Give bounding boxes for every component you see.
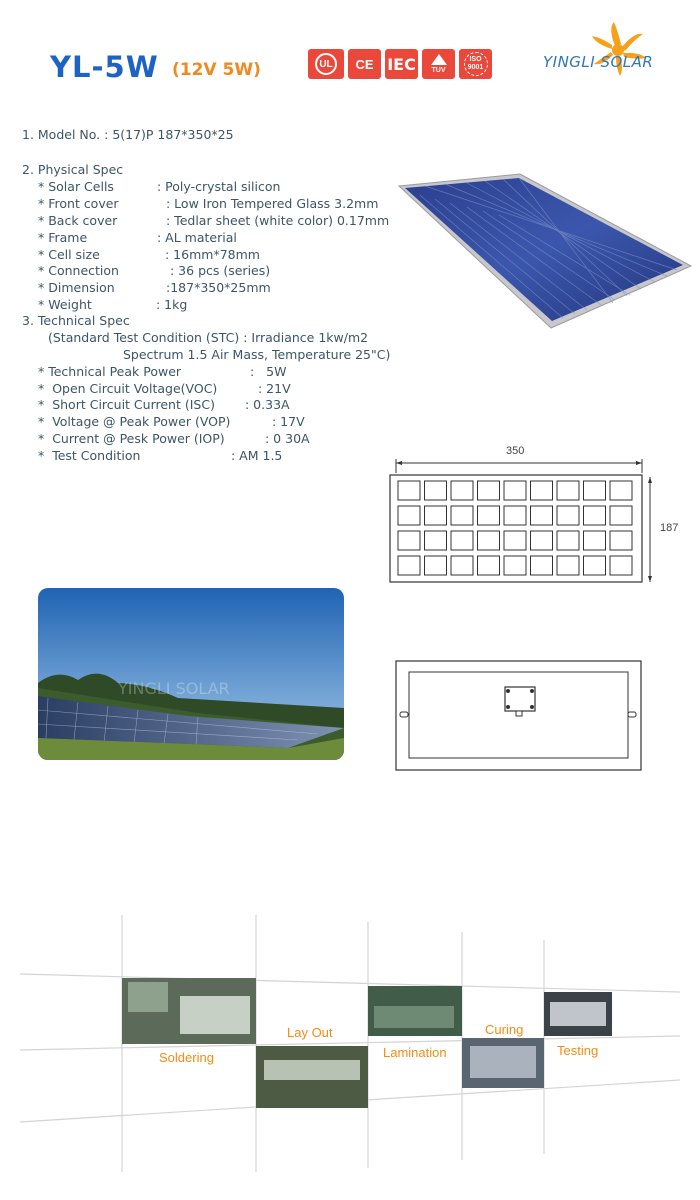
spec-value: : AM 1.5	[231, 448, 283, 463]
solar-cell	[478, 531, 500, 550]
process-step-lamination: Lamination	[383, 1045, 447, 1060]
solar-cell	[504, 506, 526, 525]
spec-value: : Tedlar sheet (white color) 0.17mm	[166, 213, 390, 228]
spec-label: * Voltage @ Peak Power (VOP)	[38, 414, 231, 429]
solar-cell	[531, 556, 553, 575]
spec-value: : 5W	[250, 364, 287, 379]
spec-value: : AL material	[157, 230, 237, 245]
spec-label: * Test Condition	[38, 448, 141, 463]
spec-label: * Open Circuit Voltage(VOC)	[38, 381, 218, 396]
spec-value: : 36 pcs (series)	[170, 263, 271, 278]
spec-value: : 0 30A	[265, 431, 310, 446]
solar-cell	[610, 531, 632, 550]
solar-cell	[504, 531, 526, 550]
stc-note: (Standard Test Condition (STC) : Irradiance 1kw/m2	[48, 330, 369, 345]
spec-label: * Cell size	[38, 247, 100, 262]
spec-value: : 17V	[272, 414, 305, 429]
solar-cell	[451, 556, 473, 575]
solar-cell	[557, 506, 579, 525]
process-step-layout: Lay Out	[287, 1025, 333, 1040]
solar-cell	[451, 481, 473, 500]
height-dimension-label: 187	[660, 522, 679, 534]
solar-cell	[557, 481, 579, 500]
solar-cell	[504, 481, 526, 500]
physical-spec-heading: 2. Physical Spec	[22, 162, 124, 177]
solar-cell	[398, 531, 420, 550]
spec-label: * Back cover	[38, 213, 118, 228]
spec-value: : Low Iron Tempered Glass 3.2mm	[166, 196, 379, 211]
solar-cell	[531, 506, 553, 525]
process-step-curing: Curing	[485, 1022, 524, 1037]
model-subtitle: (12V 5W)	[172, 60, 261, 80]
spec-label: * Connection	[38, 263, 119, 278]
solar-panel-image	[395, 170, 695, 330]
solar-cell	[557, 556, 579, 575]
solar-cell	[478, 506, 500, 525]
solar-cell	[557, 531, 579, 550]
solar-cell	[478, 556, 500, 575]
model-number: 1. Model No. : 5(17)P 187*350*25	[22, 127, 234, 142]
solar-cell	[584, 506, 606, 525]
solar-cell	[504, 556, 526, 575]
solar-cell	[610, 481, 632, 500]
spec-value: : Poly-crystal silicon	[157, 179, 281, 194]
spec-label: * Solar Cells	[38, 179, 114, 194]
spec-value: : 16mm*78mm	[165, 247, 260, 262]
iec-cert-icon: IEC	[385, 49, 418, 79]
solar-cell	[584, 481, 606, 500]
spec-label: * Frame	[38, 230, 88, 245]
solar-cell	[398, 481, 420, 500]
front-dimension-drawing	[388, 455, 658, 590]
process-step-soldering: Soldering	[159, 1050, 214, 1065]
stc-note-cont: Spectrum 1.5 Air Mass, Temperature 25"C)	[123, 347, 391, 362]
spec-value: : 1kg	[156, 297, 188, 312]
solar-cell	[425, 531, 447, 550]
spec-label: * Short Circuit Current (ISC)	[38, 397, 215, 412]
solar-cell	[398, 556, 420, 575]
solar-cell	[584, 556, 606, 575]
solar-cell	[584, 531, 606, 550]
solar-cell	[451, 506, 473, 525]
spec-label: * Technical Peak Power	[38, 364, 182, 379]
solar-cell	[425, 556, 447, 575]
solar-cell	[425, 506, 447, 525]
width-dimension-label: 350	[506, 445, 525, 457]
brand-name: YINGLI SOLAR	[543, 53, 654, 71]
ul-cert-icon: UL	[308, 49, 344, 79]
spec-label: * Current @ Pesk Power (IOP)	[38, 431, 225, 446]
solar-cell	[451, 531, 473, 550]
spec-value: :187*350*25mm	[166, 280, 271, 295]
solar-cell	[531, 531, 553, 550]
iso-cert-icon: ISO 9001	[459, 49, 492, 79]
process-step-testing: Testing	[557, 1043, 599, 1058]
tuv-cert-icon: TUV	[422, 49, 455, 79]
technical-spec-heading: 3. Technical Spec	[22, 313, 130, 328]
solar-cell	[610, 556, 632, 575]
solar-cell	[610, 506, 632, 525]
solar-farm-photo	[38, 588, 344, 760]
spec-value: : 0.33A	[245, 397, 290, 412]
model-title: YL-5W	[50, 50, 159, 84]
spec-label: * Dimension	[38, 280, 115, 295]
svg-text:YINGLI SOLAR: YINGLI SOLAR	[118, 679, 230, 698]
spec-value: : 21V	[258, 381, 291, 396]
solar-cell	[425, 481, 447, 500]
solar-cell	[398, 506, 420, 525]
solar-cell	[531, 481, 553, 500]
spec-label: * Weight	[38, 297, 92, 312]
spec-label: * Front cover	[38, 196, 119, 211]
certification-logos	[308, 49, 492, 79]
ce-cert-icon: CE	[348, 49, 381, 79]
solar-cell	[478, 481, 500, 500]
back-view-drawing	[395, 660, 643, 772]
